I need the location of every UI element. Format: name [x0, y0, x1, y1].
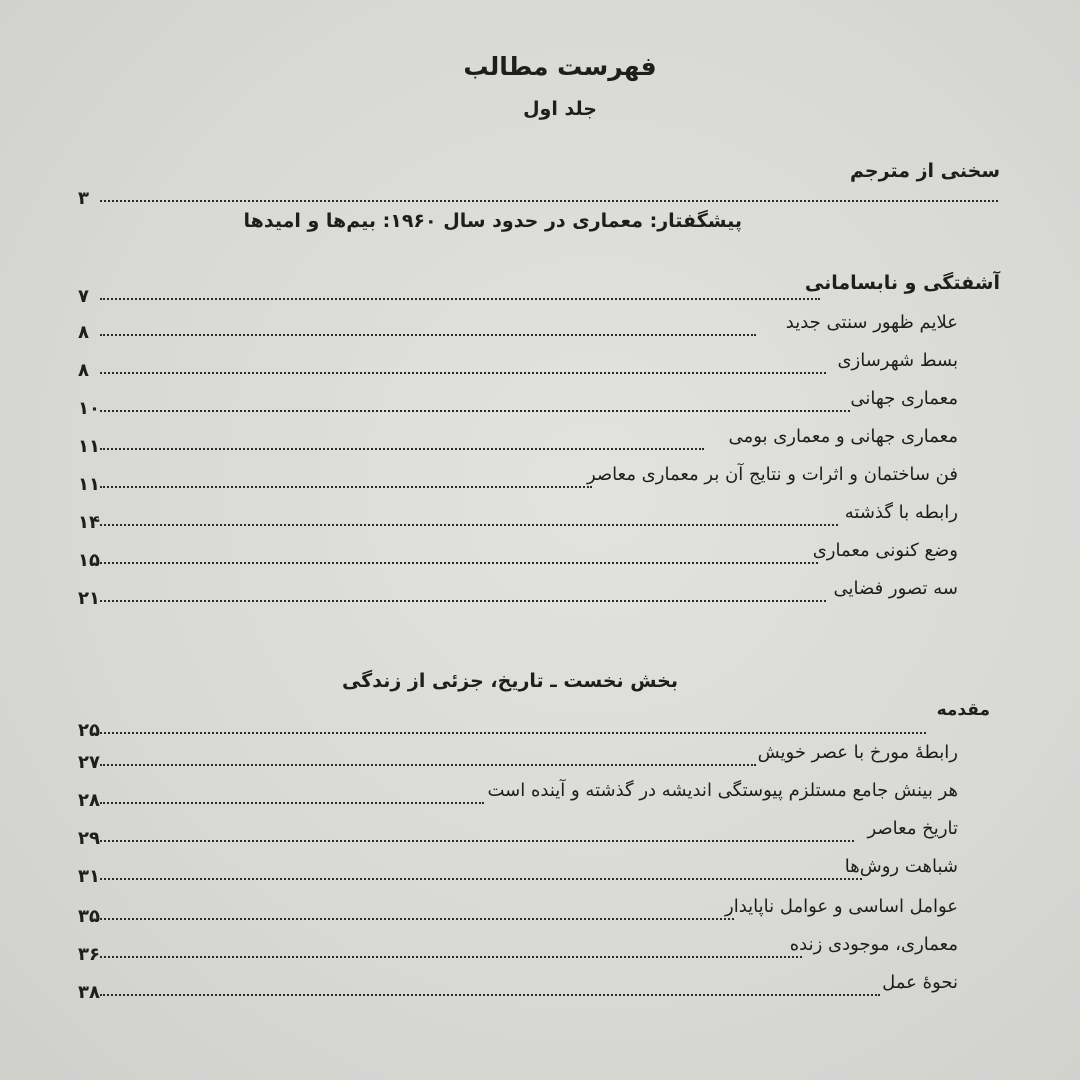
toc-entry[interactable]: [78, 780, 998, 814]
toc-entry-label: شباهت روش‌ها: [844, 856, 958, 877]
page-number: ۳۱: [78, 866, 100, 887]
dotted-leader: [100, 918, 734, 920]
toc-entry[interactable]: [78, 540, 998, 574]
dotted-leader: [100, 802, 484, 804]
toc-entry-label: وضع کنونی معماری: [812, 540, 958, 561]
toc-entry[interactable]: [78, 464, 998, 498]
toc-entry[interactable]: [78, 856, 998, 890]
toc-entry-label: علایم ظهور سنتی جدید: [785, 312, 958, 333]
toc-entry[interactable]: [78, 972, 998, 1006]
dotted-leader: [100, 298, 820, 300]
toc-entry-label: معماری جهانی و معماری بومی: [728, 426, 958, 447]
toc-entry-label: نحوهٔ عمل: [882, 972, 958, 993]
toc-entry[interactable]: [78, 578, 998, 612]
page-number: ۱۱: [78, 436, 100, 457]
toc-entry-label: سه تصور فضایی: [833, 578, 958, 599]
dotted-leader: [100, 524, 838, 526]
page-number: ۳۸: [78, 982, 100, 1003]
toc-entry-label: فن ساختمان و اثرات و نتایج آن بر معماری معاصر: [586, 464, 958, 485]
dotted-leader: [100, 732, 926, 734]
page-number: ۱۴: [78, 512, 100, 533]
toc-entry[interactable]: [78, 388, 998, 422]
page-number: ۱۵: [78, 550, 100, 571]
toc-heading-translator-note[interactable]: سخنی از مترجم: [850, 160, 1000, 182]
toc-entry-label: رابطه با گذشته: [844, 502, 958, 523]
page-number: ۳۵: [78, 906, 100, 927]
page-number: ۸: [78, 360, 89, 381]
toc-entry-section-one[interactable]: [78, 276, 998, 310]
toc-entry-label: هر بینش جامع مستلزم پیوستگی اندیشه در گذشته و آینده است: [487, 780, 958, 801]
toc-entry-translator-note[interactable]: [78, 178, 998, 212]
dotted-leader: [100, 486, 592, 488]
toc-entry-label: تاریخ معاصر: [867, 818, 958, 839]
toc-entry-introduction[interactable]: [78, 710, 998, 744]
toc-entry-label: معماری، موجودی زنده: [789, 934, 958, 955]
page-number: ۸: [78, 322, 89, 343]
toc-heading-preface[interactable]: پیشگفتار: معماری در حدود سال ۱۹۶۰: بیم‌ها و امیدها: [243, 210, 742, 232]
toc-heading-introduction[interactable]: مقدمه: [936, 700, 990, 720]
toc-entry-label: عوامل اساسی و عوامل ناپایدار: [725, 896, 958, 917]
toc-entry-label: معماری جهانی: [850, 388, 958, 409]
toc-entry[interactable]: [78, 934, 998, 968]
volume-subtitle: جلد اول: [523, 98, 597, 120]
dotted-leader: [100, 840, 854, 842]
dotted-leader: [100, 764, 756, 766]
dotted-leader: [100, 956, 802, 958]
page-number: ۲۵: [78, 720, 100, 741]
toc-entry[interactable]: [78, 426, 998, 460]
page-number: ۱۰: [78, 398, 100, 419]
dotted-leader: [100, 600, 826, 602]
page-title: فهرست مطالب: [463, 52, 657, 81]
toc-entry[interactable]: [78, 502, 998, 536]
toc-entry[interactable]: [78, 896, 998, 930]
dotted-leader: [100, 448, 704, 450]
toc-entry[interactable]: [78, 312, 998, 346]
page-number: ۲۱: [78, 588, 100, 609]
page-number: ۳: [78, 188, 89, 209]
dotted-leader: [100, 878, 862, 880]
dotted-leader: [100, 200, 998, 202]
page-number: ۲۹: [78, 828, 100, 849]
dotted-leader: [100, 994, 880, 996]
toc-entry[interactable]: [78, 350, 998, 384]
dotted-leader: [100, 410, 850, 412]
page-number: ۳۶: [78, 944, 100, 965]
page-number: ۷: [78, 286, 89, 307]
page-number: ۱۱: [78, 474, 100, 495]
dotted-leader: [100, 372, 826, 374]
dotted-leader: [100, 562, 818, 564]
toc-entry-label: بسط شهرسازی: [837, 350, 958, 371]
toc-entry[interactable]: [78, 742, 998, 776]
dotted-leader: [100, 334, 756, 336]
toc-entry-label: رابطهٔ مورخ با عصر خویش: [757, 742, 958, 763]
toc-entry[interactable]: [78, 818, 998, 852]
toc-heading-part-one[interactable]: بخش نخست ـ تاریخ، جزئی از زندگی: [341, 670, 678, 692]
toc-heading-section-one[interactable]: آشفتگی و نابسامانی: [804, 272, 1000, 294]
page-number: ۲۸: [78, 790, 100, 811]
page-number: ۲۷: [78, 752, 100, 773]
